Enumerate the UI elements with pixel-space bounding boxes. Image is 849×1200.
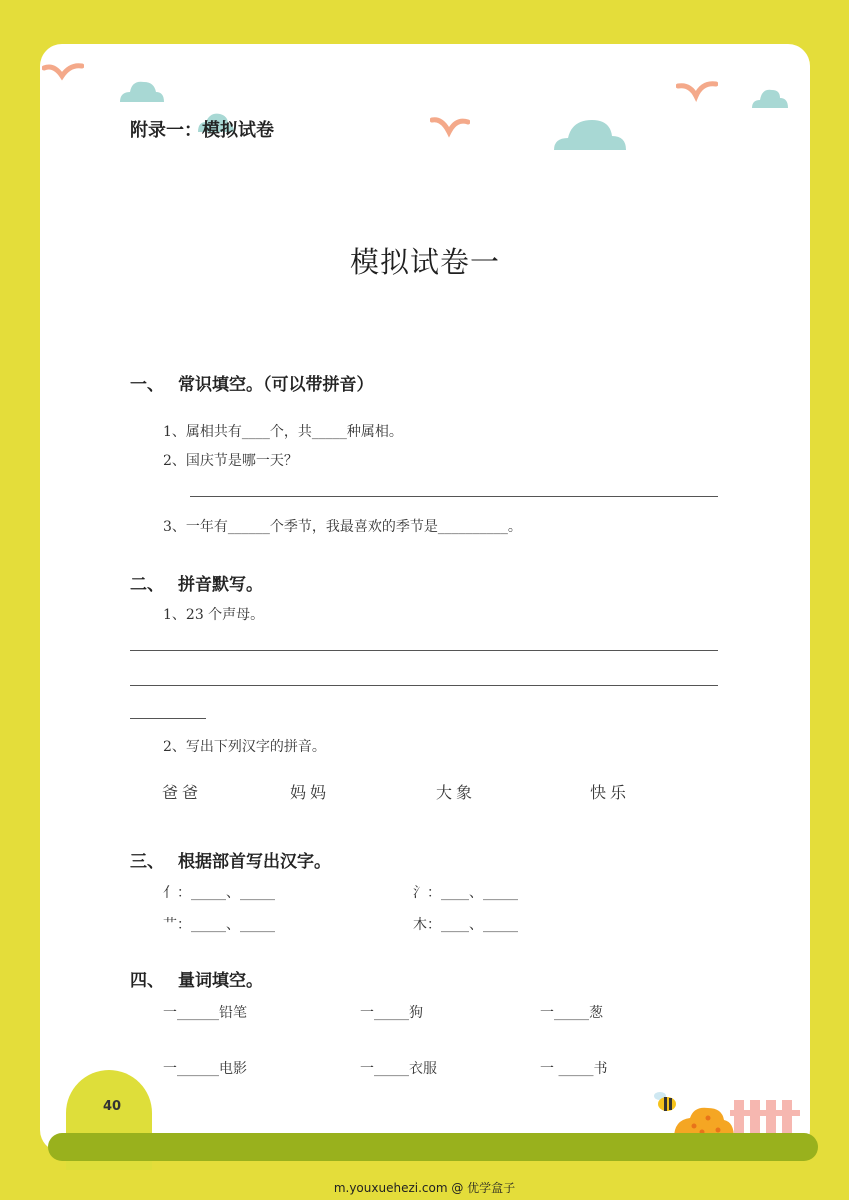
section-title: 常识填空。（可以带拼音） <box>178 375 374 395</box>
section-heading <box>130 847 331 872</box>
section-title: 拼音默写。 <box>178 575 263 595</box>
worksheet-page <box>40 44 810 1152</box>
answer-line <box>190 496 718 497</box>
word-item: 爸爸 <box>162 783 203 802</box>
word-item: 快乐 <box>590 783 631 802</box>
section-number: 二、 <box>130 575 164 595</box>
cloud-icon <box>552 116 628 152</box>
answer-line <box>130 718 206 719</box>
section-heading <box>130 370 374 395</box>
measure-word-item: 一_____狗 <box>360 1005 423 1021</box>
measure-word-item: 一_____衣服 <box>360 1061 437 1077</box>
fence-icon <box>730 1098 800 1138</box>
section-number: 一、 <box>130 375 164 395</box>
measure-word-item: 一______电影 <box>163 1061 247 1077</box>
measure-word-item: 一______铅笔 <box>163 1005 247 1021</box>
section-heading <box>130 570 263 595</box>
radical-item: 艹：_____、_____ <box>163 917 275 933</box>
answer-line <box>130 650 718 651</box>
question-text: 2、写出下列汉字的拼音。 <box>163 739 326 755</box>
answer-line <box>130 685 718 686</box>
bird-icon <box>430 116 470 138</box>
section-heading <box>130 966 263 991</box>
cloud-icon <box>750 86 790 110</box>
exam-title: 模拟试卷一 <box>349 245 500 279</box>
word-item: 妈妈 <box>290 783 331 802</box>
section-title: 根据部首写出汉字。 <box>178 852 331 872</box>
radical-item: 亻：_____、_____ <box>163 885 275 901</box>
measure-word-item: 一 _____书 <box>540 1061 608 1077</box>
section-title: 量词填空。 <box>178 971 263 991</box>
measure-word-item: 一_____葱 <box>540 1005 603 1021</box>
page-number: 40 <box>103 1099 122 1114</box>
appendix-title: 附录一：模拟试卷 <box>130 120 274 141</box>
question-text: 3、一年有______个季节，我最喜欢的季节是__________。 <box>163 519 522 535</box>
section-number: 三、 <box>130 852 164 872</box>
bird-icon <box>42 62 84 84</box>
footer-text: m.youxuehezi.com @ 优学盒子 <box>333 1181 516 1195</box>
question-text: 2、国庆节是哪一天？ <box>163 453 298 469</box>
bottom-bar <box>48 1133 818 1161</box>
radical-item: 木：____、_____ <box>413 917 518 933</box>
word-item: 大象 <box>436 783 477 802</box>
section-number: 四、 <box>130 971 164 991</box>
radical-item: 氵：____、_____ <box>413 885 518 901</box>
bird-icon <box>676 80 718 102</box>
question-text: 1、属相共有____个，共_____种属相。 <box>163 424 403 440</box>
cloud-icon <box>118 78 166 104</box>
question-text: 1、23 个声母。 <box>163 607 265 623</box>
